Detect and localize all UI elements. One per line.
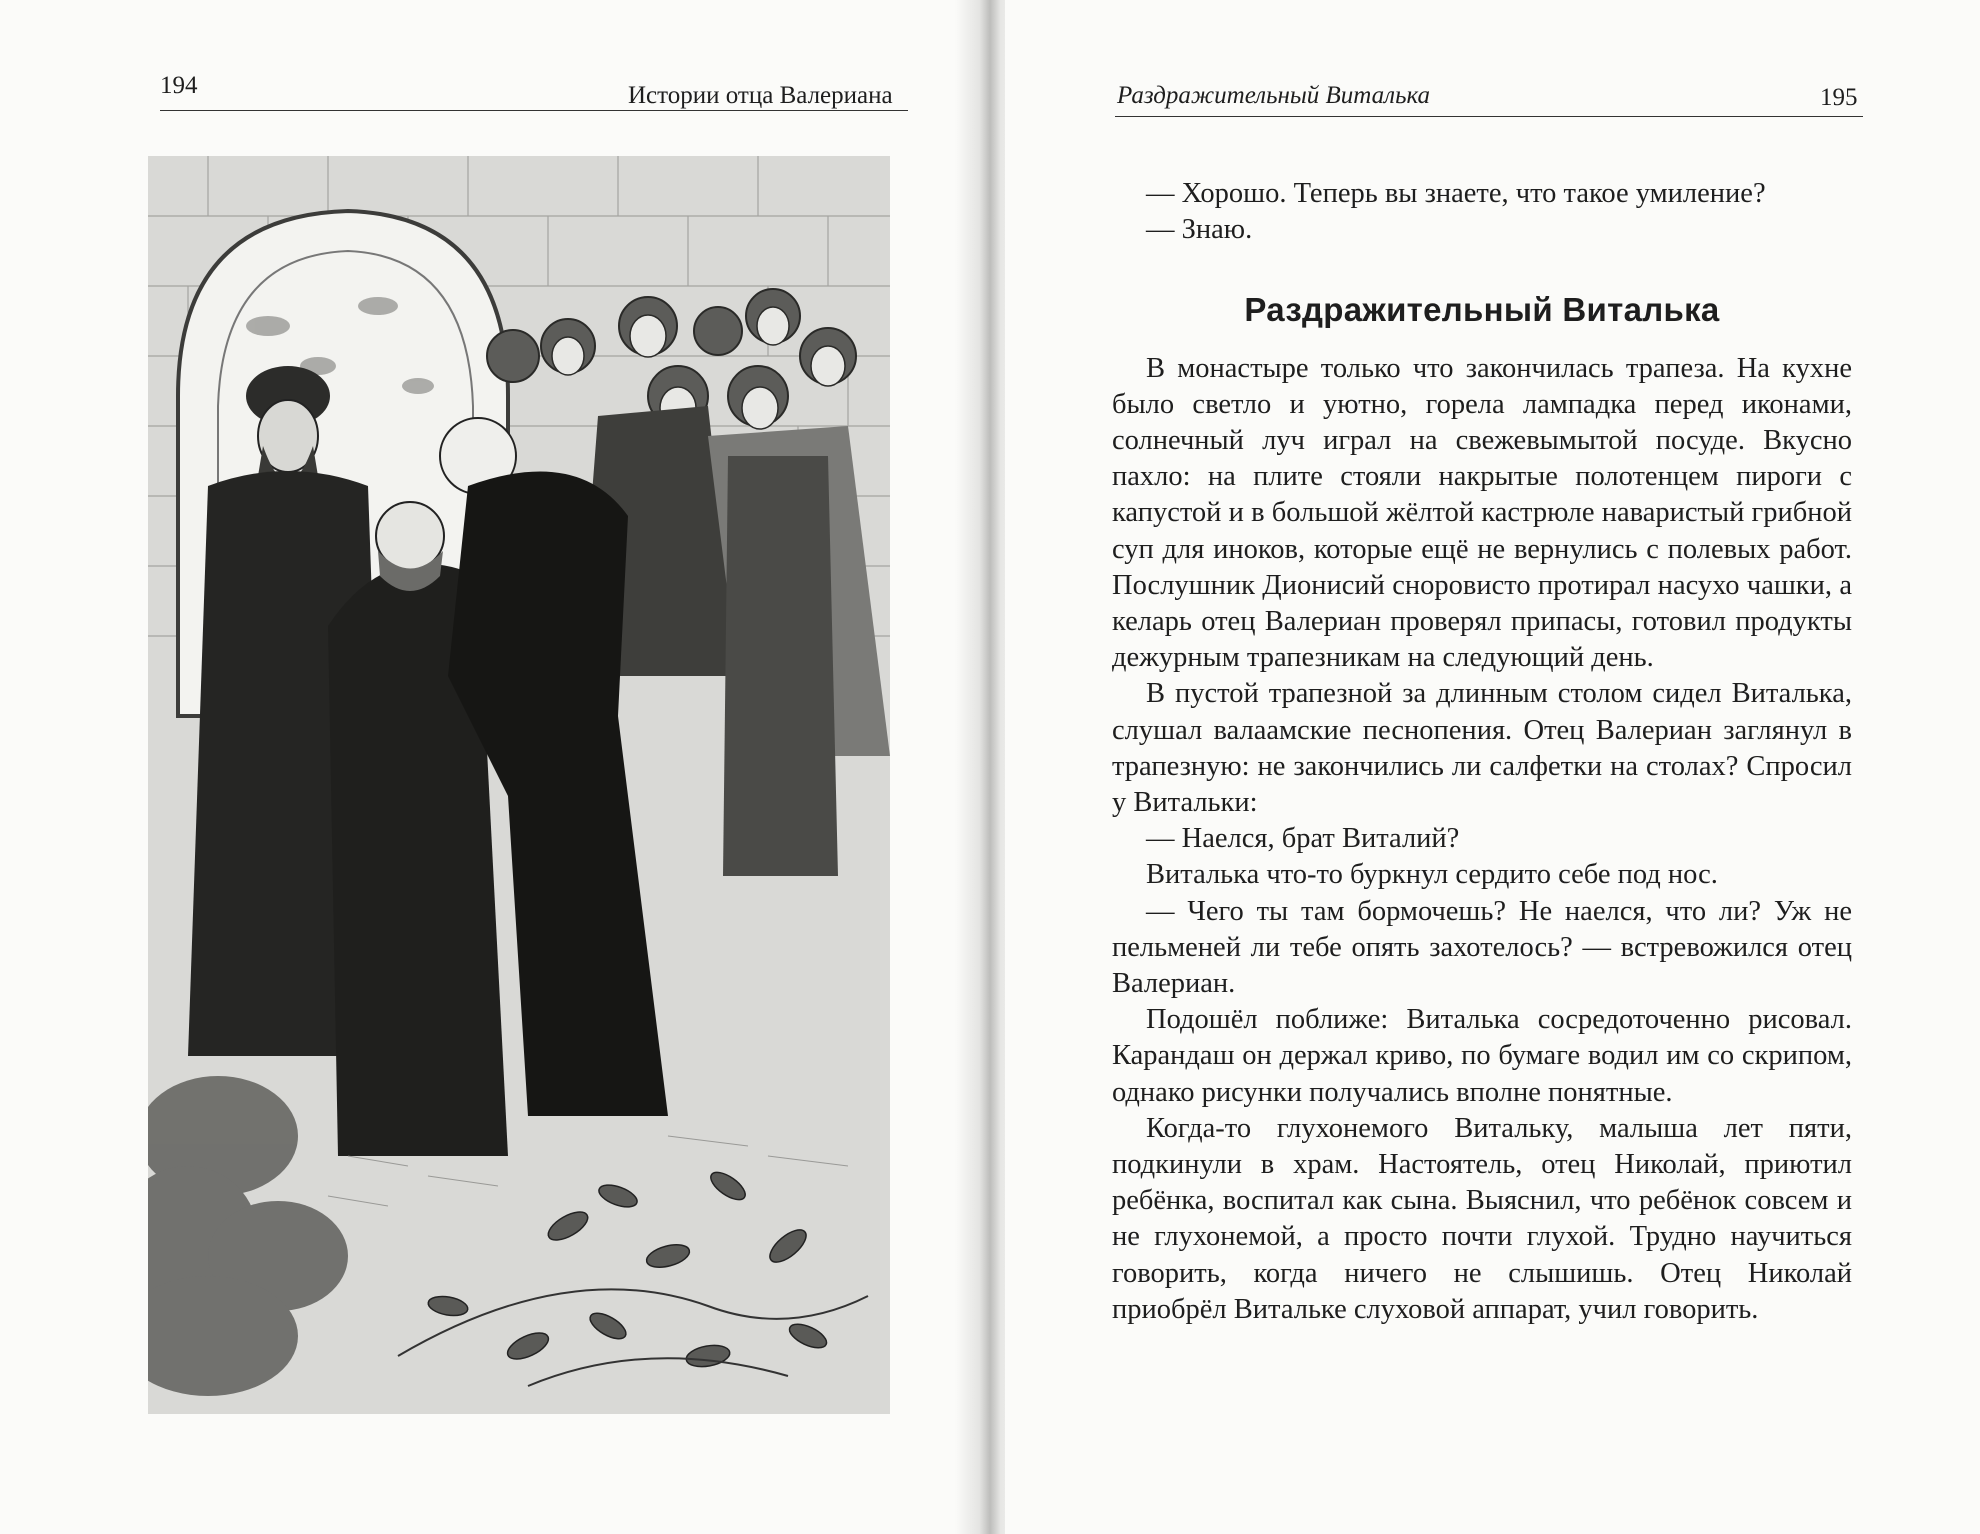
illustration-drawing (148, 156, 890, 1414)
paragraph: — Чего ты там бормочешь? Не наелся, что ли? Уж не пельменей ли тебе опять захотелось? — встревожился отец Валериан. (1112, 895, 1852, 1000)
opening-line-2: — Знаю. (1146, 214, 1253, 246)
paragraph: — Наелся, брат Виталий? (1146, 823, 1460, 855)
left-page-number: 194 (160, 72, 198, 99)
paragraph: В монастыре только что закончилась трапеза. На кухне было светло и уютно, горела лампадка перед иконами, солнечный луч играл на свежевымытой посуде. Вкусно пахло: на плите стояли накрытые полотенцем пироги с капустой и в большой жёлтой кастрюле наваристый грибной суп для иноков, которые ещё не вернулись с полевых работ. Послушник Дионисий сноровисто протирал насухо чашки, а келарь отец Валериан проверял припасы, готовил продукты дежурным трапезникам на следующий день. (1112, 352, 1852, 674)
paragraph: Подошёл поближе: Виталька сосредоточенно рисовал. Карандаш он держал криво, по бумаге водил им со скрипом, однако рисунки получались вполне понятные. (1112, 1004, 1852, 1108)
right-page-number: 195 (1820, 84, 1858, 111)
opening-line-1: — Хорошо. Теперь вы знаете, что такое умиление? (1146, 178, 1766, 209)
paragraph: Виталька что-то буркнул сердито себе под нос. (1146, 859, 1718, 891)
right-running-title: Раздражительный Виталька (1117, 82, 1431, 109)
body-text (1112, 176, 1852, 1328)
paragraph: Когда-то глухонемого Витальку, малыша лет пяти, подкинули в храм. Настоятель, отец Николай, приютил ребёнка, воспитал как сына. Выяснил, что ребёнок совсем и не глухонемой, а просто почти глухой. Трудно научиться говорить, когда ничего не слышишь. Отец Николай приобрёл Витальке слуховой аппарат, учил говорить. (1112, 1112, 1852, 1325)
paragraph: В пустой трапезной за длинным столом сидел Виталька, слушал валаамские песнопения. Отец Валериан заглянул в трапезную: не закончились ли салфетки на столах? Спросил у Витальки: (1112, 678, 1852, 819)
illustration (148, 156, 890, 1414)
left-page (0, 0, 975, 1534)
chapter-title: Раздражительный Виталька (1244, 291, 1720, 329)
right-header-rule (1115, 116, 1863, 117)
left-running-title: Истории отца Валериана (628, 82, 893, 109)
left-header-rule (160, 110, 908, 111)
